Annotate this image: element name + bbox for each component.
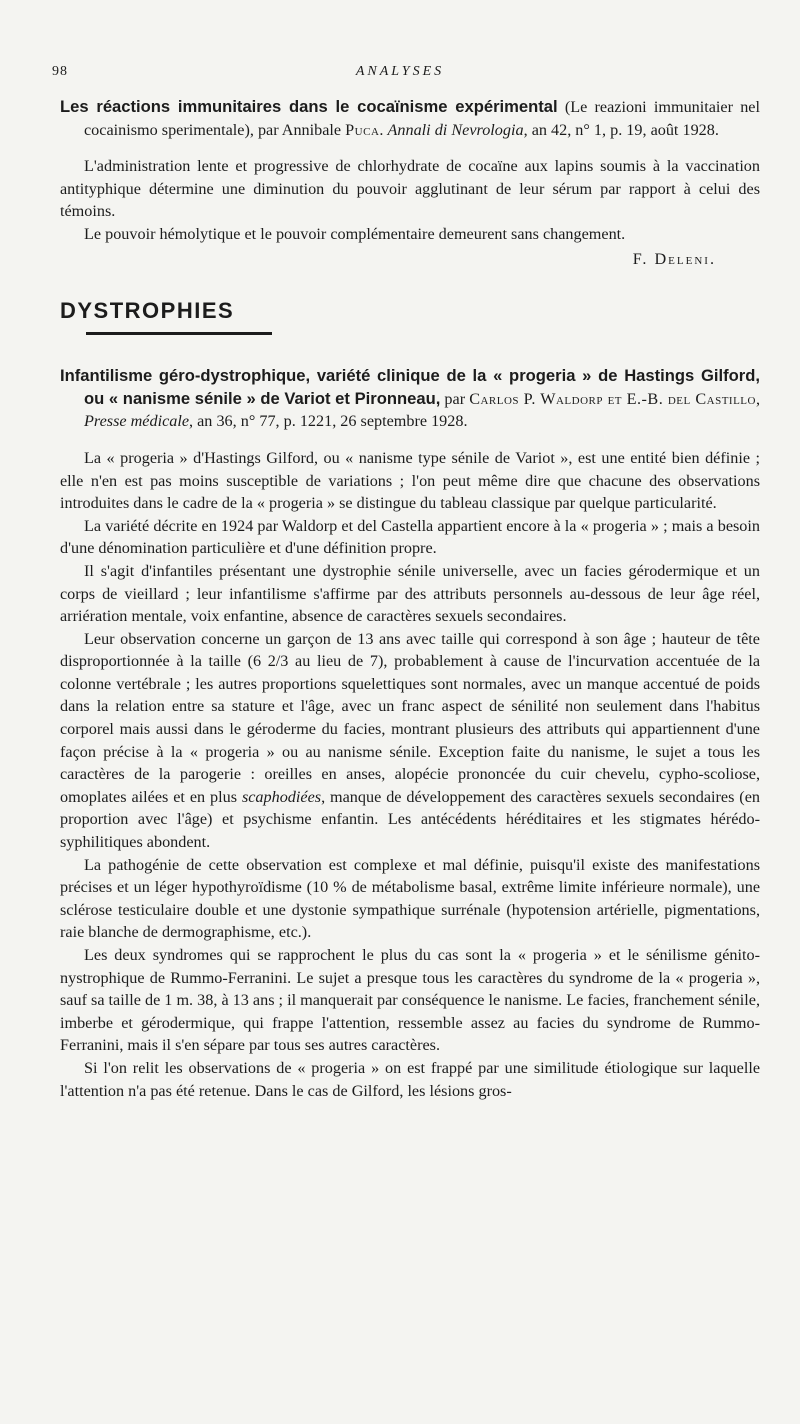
article-1-author: Puca — [345, 120, 380, 139]
page-number: 98 — [52, 64, 68, 79]
article-2-paragraph: Leur observation concerne un garçon de 13 ans avec taille qui correspond à son âge ; hauteur de tête disproportionnée à la taille (6 2/3 au lieu de 7), probablement à cause de l'incurvation accentuée de la colonne vertébrale ; les autres proportions squelettiques sont normales, avec un manque accentué de poids dans la relation entre sa stature et l'âge, avec un franc aspect de sénilité non seulement dans l'habitus corporel mais aussi dans le géroderme du facies, montrant plusieurs des attributs qui appartiennent d'une façon précise à la « progeria » ou au nanisme sénile. Exception faite du nanisme, le sujet a tous les caractères de la parogerie : oreilles en anses, alopécie prononcée du cuir chevelu, cypho-scoliose, omoplates ailées et en plus scaphodiées, manque de développement des caractères sexuels secondaires (en proportion avec l'âge) et psychisme enfantin. Les antécédents héréditaires et les stigmates hérédo-syphilitiques abondent. — [60, 629, 760, 852]
article-1-title: Les réactions immunitaires dans le cocaïnisme expérimental — [60, 97, 558, 116]
running-head — [52, 64, 748, 84]
emphasized-term: scaphodiées — [241, 787, 322, 806]
article-1-citation: Les réactions immunitaires dans le cocaïnisme expérimental (Le reazioni immunitaier nel cocainismo sperimentale), par Annibale Puca. Annali di Nevrologia, an 42, n° 1, p. 19, août 1928. — [60, 97, 760, 139]
section-underline — [86, 332, 272, 335]
article-2-paragraph: Si l'on relit les observations de « progeria » on est frappé par une similitude étiologique sur laquelle l'attention n'a pas été retenue. Dans le cas de Gilford, les lésions gros- — [60, 1058, 760, 1100]
article-1-signature: F. Deleni. — [632, 249, 716, 268]
article-2-journal: Presse médicale — [84, 412, 190, 431]
article-2-authors: Carlos P. Waldorp et E.-B. del Castillo — [469, 389, 756, 408]
article-1-journal: Annali di Nevrologia — [387, 120, 524, 139]
article-2-citation: Infantilisme géro-dystrophique, variété clinique de la « progeria » de Hastings Gilford, ou « nanisme sénile » de Variot et Pironneau, par Carlos P. Waldorp et E.-B. del Castillo, Presse médicale, an 36, n° 77, p. 1221, 26 septembre 1928. — [60, 366, 761, 431]
article-1-paragraph: Le pouvoir hémolytique et le pouvoir complémentaire demeurent sans changement. — [84, 224, 626, 243]
running-title: ANALYSES — [355, 64, 445, 79]
section-heading: DYSTROPHIES — [60, 298, 235, 324]
article-2-title: Infantilisme géro-dystrophique, variété clinique de la « progeria » de Hastings Gilford, ou « nanisme sénile » de Variot et Pironneau, — [60, 366, 760, 408]
article-2-paragraph: La variété décrite en 1924 par Waldorp et del Castella appartient encore à la « progeria » ; mais a besoin d'une dénomination particulière et d'une définition propre. — [60, 516, 760, 558]
article-1-paragraph: L'administration lente et progressive de chlorhydrate de cocaïne aux lapins soumis à la vaccination antityphique détermine une diminution du pouvoir agglutinant de leur sérum par rapport à celui des témoins. — [60, 157, 760, 221]
page-content — [60, 96, 760, 1102]
article-2-paragraph: La pathogénie de cette observation est complexe et mal définie, puisqu'il existe des manifestations précises et un léger hypothyroïdisme (10 % de métabolisme basal, extrême limite inférieure normale), une sclérose testiculaire double et une dystonie sympathique surrénale (hypotension artérielle, pigmentations, raie blanche de dermographisme, etc.). — [60, 855, 760, 942]
article-2-paragraph: Il s'agit d'infantiles présentant une dystrophie sénile universelle, avec un facies gérodermique et un corps de vieillard ; leur infantilisme s'affirme par des attributs personnels au-dessous de leur âge réel, arriération mentale, voix enfantine, absence de caractères sexuels secondaires. — [60, 561, 760, 626]
article-2-paragraph: Les deux syndromes qui se rapprochent le plus du cas sont la « progeria » et le sénilisme génito-nystrophique de Rummo-Ferranini. Le sujet a presque tous les caractères du syndrome de la « progeria », sauf sa taille de 1 m. 38, à 13 ans ; il manquerait par conséquence le nanisme. Le facies, franchement sénile, imberbe et gérodermique, qui frappe l'attention, ressemble assez au facies du syndrome de Rummo-Ferranini, mais il s'en sépare par tous ses autres caractères. — [60, 946, 760, 1055]
article-2-paragraph: La « progeria » d'Hastings Gilford, ou « nanisme type sénile de Variot », est une entité bien définie ; elle n'en est pas moins susceptible de variations ; l'on peut même dire que chacune des observations introduites dans le cadre de la « progeria » se distingue du tableau classique par quelque particularité. — [60, 448, 760, 513]
